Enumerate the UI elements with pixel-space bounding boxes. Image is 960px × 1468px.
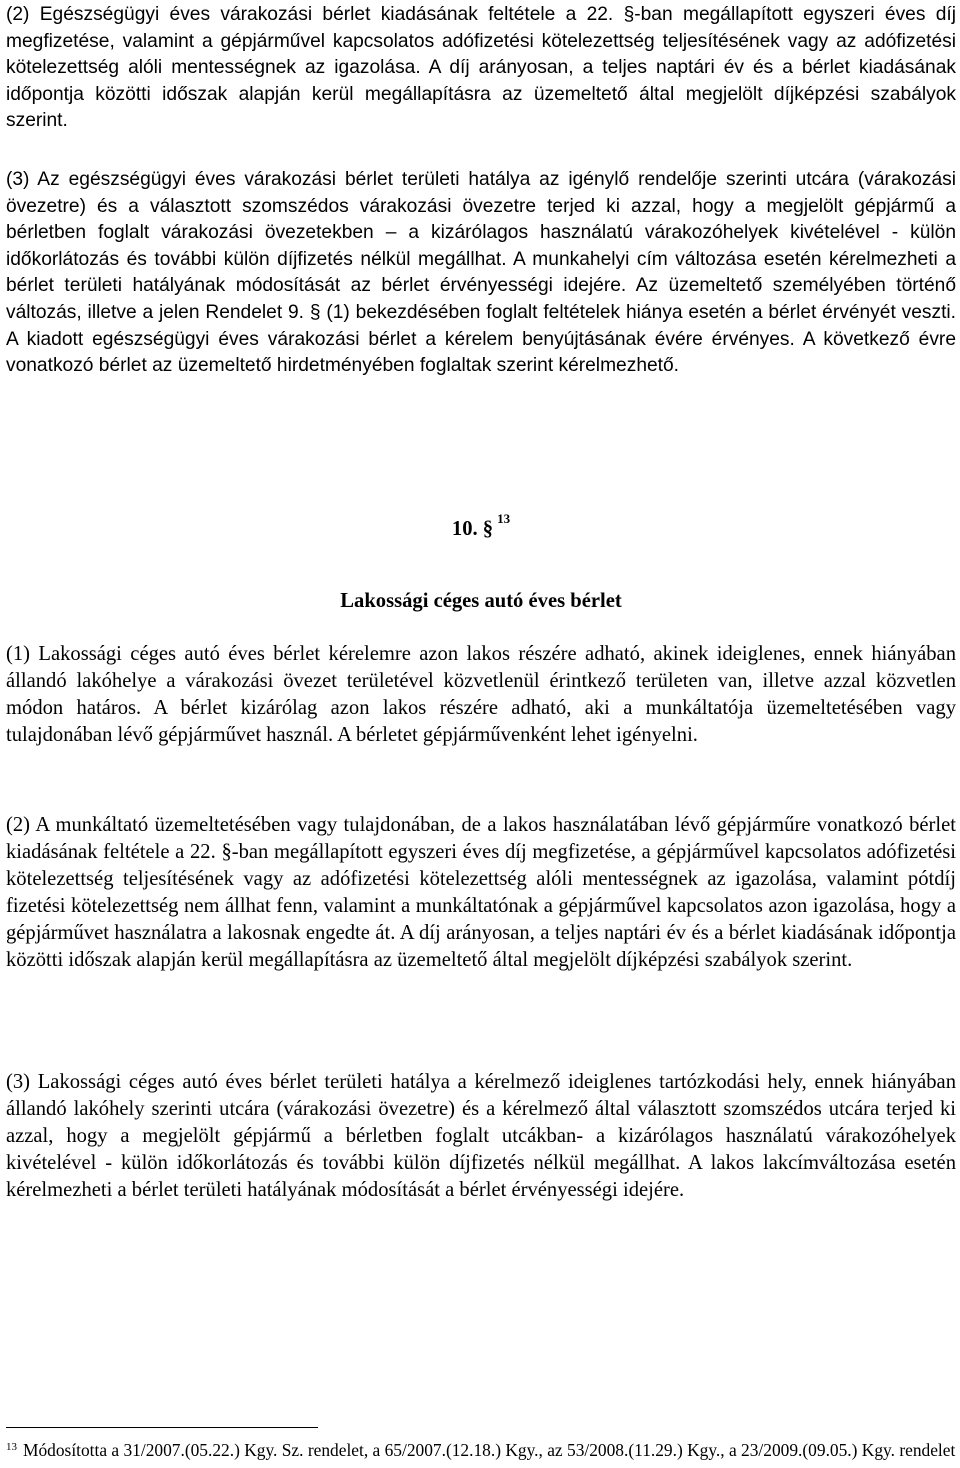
footnote-text: Módosította a 31/2007.(05.22.) Kgy. Sz. rendelet, a 65/2007.(12.18.) Kgy., az 53/2008.(11.29.) Kgy., a 23/2009.(09.05.) Kgy. rendelet	[23, 1440, 956, 1460]
section-title: Lakossági céges autó éves bérlet	[340, 590, 622, 612]
footnote-reference[interactable]: 13	[497, 511, 511, 526]
footnote-divider	[6, 1427, 318, 1428]
paragraph-3-company-car-scope: (3) Lakossági céges autó éves bérlet területi hatálya a kérelmező ideiglenes tartózkodási hely, ennek hiányában állandó lakóhely szerinti utcára (várakozási övezetre) és a kérelmező által választott szomszédos utcára terjed ki azzal, hogy a megjelölt gépjármű a bérletben foglalt utcákban- a kizárólagos használatú várakozóhelyek kivételével - külön időkorlátozás és további külön díjfizetés nélkül megállhat. A lakos lakcímváltozása esetén kérelmezheti a bérlet területi hatályának módosítását a bérlet érvényességi idejére.	[6, 1071, 956, 1202]
section-number: 10. §	[451, 518, 494, 540]
paragraph-1-company-car-permit: (1) Lakossági céges autó éves bérlet kérelemre azon lakos részére adható, akinek ideiglenes, ennek hiányában állandó lakóhelye a várakozási övezet területével közvetlenül érintkező területen van, illetve azzal közvetlen módon határos. A bérlet kizárólag azon lakos részére adható, aki a munkáltatója üzemeltetésében vagy tulajdonában lévő gépjárművet használ. A bérletet gépjárművenként lehet igényelni.	[6, 643, 956, 747]
paragraph-3-health-permit-scope: (3) Az egészségügyi éves várakozási bérlet területi hatálya az igénylő rendelője szerinti utcára (várakozási övezetre) és a választott szomszédos várakozási övezetre terjed ki azzal, hogy a megjelölt gépjármű a bérletben foglalt várakozási övezetekben – a kizárólagos használatú várakozóhelyek kivételével - külön időkorlátozás és további külön díjfizetés nélkül megállhat. A munkahelyi cím változása esetén kérelmezheti a bérlet területi hatályának módosítását az bérlet érvényességi idejére. Az üzemeltető személyében történő változás, illetve a jelen Rendelet 9. § (1) bekezdésében foglalt feltételek hiánya esetén a bérlet érvényét veszti. A kiadott egészségügyi éves várakozási bérlet a kérelem benyújtásának évére érvényes. A következő évre vonatkozó bérlet az üzemeltető hirdetményében foglaltak szerint kérelmezhető.	[6, 169, 956, 377]
footnote-marker: 13	[6, 1441, 17, 1453]
paragraph-2-health-permit-conditions: (2) Egészségügyi éves várakozási bérlet kiadásának feltétele a 22. §-ban megállapított egyszeri éves díj megfizetése, valamint a gépjárművel kapcsolatos adófizetési kötelezettség teljesítésének vagy az adófizetési kötelezettség alóli mentességnek az igazolása. A díj arányosan, a teljes naptári év és a bérlet kiadásának időpontja közötti időszak alapján kerül megállapításra az üzemeltető által megjelölt díjképzési szabályok szerint.	[6, 4, 956, 132]
footnote	[6, 1436, 956, 1461]
paragraph-2-company-car-conditions: (2) A munkáltató üzemeltetésében vagy tulajdonában, de a lakos használatában lévő gépjárműre vonatkozó bérlet kiadásának feltétele a 22. §-ban megállapított egyszeri éves díj megfizetése, a gépjárművel kapcsolatos adófizetési kötelezettség teljesítésének vagy az adófizetési kötelezettség alóli mentességnek az igazolása, valamint pótdíj fizetési kötelezettség nem állhat fenn, valamint a munkáltatónak a gépjárművel kapcsolatos azon igazolása, hogy a gépjárművet használatra a lakosnak engedte át. A díj arányosan, a teljes naptári év és a bérlet kiadásának időpontja közötti időszak alapján kerül megállapításra az üzemeltető által megjelölt díjképzési szabályok szerint.	[6, 814, 956, 972]
section-number-heading	[6, 506, 956, 542]
